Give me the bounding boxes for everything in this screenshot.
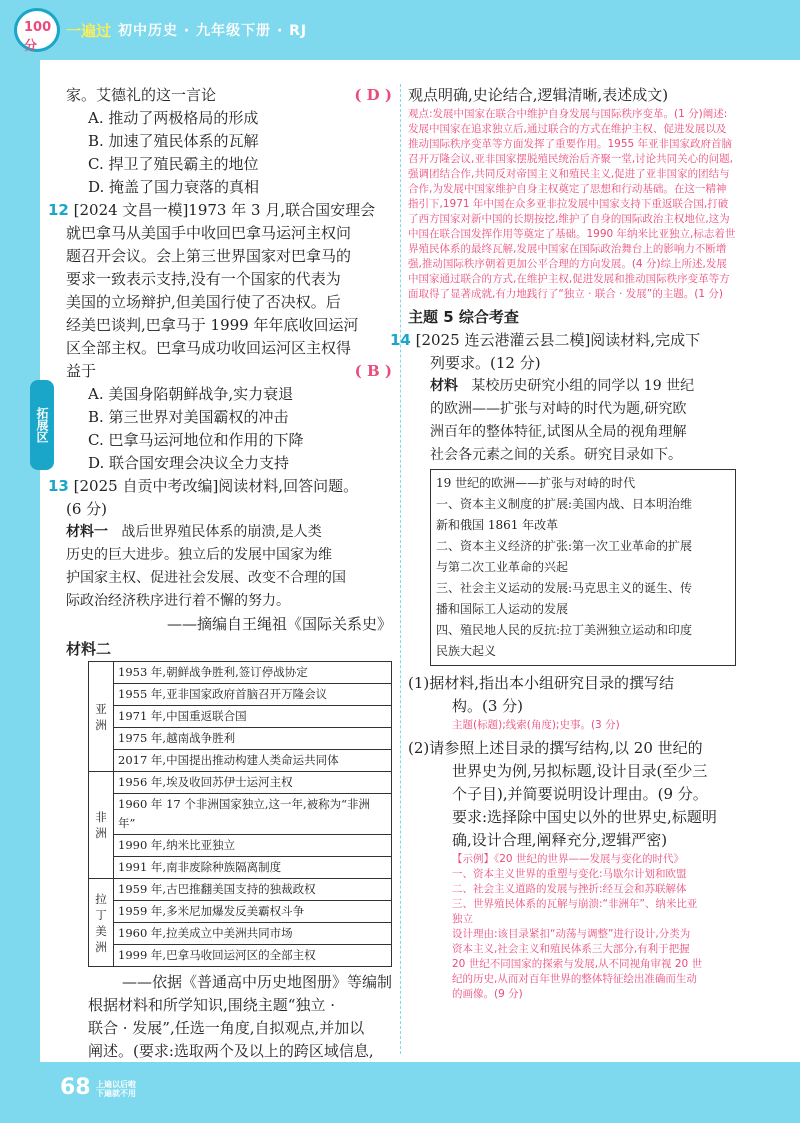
q12-option: D. 联合国安理会决议全力支持 (88, 454, 290, 472)
q12-body (66, 222, 392, 360)
sub-2-answer-line: 【示例】《20 世纪的世界——发展与变化的时代》 (452, 853, 684, 865)
sub-2-answer-line: 纪的历史,从而对百年世界的整体特征绘出准确而生动 (452, 973, 697, 985)
q12-line: 就巴拿马从美国手中收回巴拿马运河主权问 (66, 224, 352, 242)
q12-tail: 益于 ( B ) (66, 360, 392, 383)
directory-line: 播和国际工人运动的发展 (436, 602, 569, 616)
event-cell: 1991 年,南非废除种族隔离制度 (114, 857, 392, 879)
event-cell: 1999 年,巴拿马收回运河区的全部主权 (114, 945, 392, 967)
q14-number: 14 (390, 331, 411, 349)
material-1-line-2: 历史的巨大进步。独立后的发展中国家为维 (66, 547, 332, 563)
material-2-table (88, 661, 392, 967)
brand-name: 一遍过 (66, 22, 112, 40)
sub-2-answer-line: 20 世纪不同国家的探索与发展,从不同视角审视 20 世 (452, 958, 703, 970)
page-number: 68 (60, 1075, 91, 1100)
event-cell: 1956 年,埃及收回苏伊士运河主权 (114, 772, 392, 794)
q14-sub-2-answer (408, 852, 736, 1002)
sub-2-answer-line: 资本主义,社会主义和殖民体系三大部分,有利于把握 (452, 943, 690, 955)
material-1-line-3: 护国家主权、促进社会发展、改变不合理的国 (66, 570, 346, 586)
region-cell: 非洲 (89, 772, 114, 879)
q11-options (66, 107, 392, 199)
event-cell: 1975 年,越南战争胜利 (114, 728, 392, 750)
event-cell: 1959 年,多米尼加爆发反美霸权斗争 (114, 901, 392, 923)
sub-2-answer-line: 二、社会主义道路的发展与挫折:经互会和苏联解体 (452, 883, 687, 895)
q11-tail: 家。艾德礼的这一言论 ( D ) (66, 84, 392, 107)
q14-material-label: 材料 (430, 378, 458, 394)
event-cell: 1955 年,亚非国家政府首脑召开万隆会议 (114, 684, 392, 706)
directory-line: 一、资本主义制度的扩展:美国内战、日本明治维 (436, 497, 693, 511)
q12-option: B. 第三世界对美国霸权的冲击 (88, 408, 289, 426)
event-cell: 1959 年,古巴推翻美国支持的独裁政权 (114, 879, 392, 901)
event-cell: 1960 年 17 个非洲国家独立,这一年,被称为“非洲年” (114, 794, 392, 835)
material-1-line-1: 材料一 战后世界殖民体系的崩溃,是人类 (66, 524, 322, 540)
sub-2-answer-line: 设计理由:该目录紧扣“动荡与调整”进行设计,分类为 (452, 928, 691, 940)
q12-line: 题召开会议。会上第三世界国家对巴拿马的 (66, 247, 352, 265)
material-1-source: ——摘编自王绳祖《国际关系史》 (166, 615, 392, 633)
sub-2-line: 个子目),并简要说明设计理由。(9 分。 (452, 785, 708, 803)
q14-sub-1 (408, 672, 736, 718)
subject-title: 初中历史 · 九年级下册 · RJ (118, 23, 308, 39)
q12-option: A. 美国身陷朝鲜战争,实力衰退 (88, 385, 294, 403)
directory-line: 三、社会主义运动的发展:马克思主义的诞生、传 (436, 581, 693, 595)
q11-option: C. 捍卫了殖民霸主的地位 (88, 155, 259, 173)
q12-line: 区全部主权。巴拿马成功收回运河区主权得 (66, 339, 352, 357)
q14-material-line-3: 洲百年的整体特征,试图从全局的视角理解 (430, 424, 687, 440)
table-row (89, 728, 392, 750)
q13-score: (6 分) (66, 500, 108, 518)
table-row (89, 684, 392, 706)
directory-line: 民族大起义 (436, 644, 497, 658)
sub-2-line: 世界史为例,另拟标题,设计目录(至少三 (452, 762, 708, 780)
q13-requirement-1: 根据材料和所学知识,围绕主题“独立 · (88, 996, 335, 1014)
event-cell: 2017 年,中国提出推动构建人类命运共同体 (114, 750, 392, 772)
table-row (89, 706, 392, 728)
table-row (89, 879, 392, 901)
q11-option: D. 掩盖了国力衰落的真相 (88, 178, 260, 196)
q14-material-line-2: 的欧洲——扩张与对峙的时代为题,研究欧 (430, 401, 687, 417)
event-cell: 1960 年,拉美成立中美洲共同市场 (114, 923, 392, 945)
q12-options (66, 383, 392, 475)
event-cell: 1971 年,中国重返联合国 (114, 706, 392, 728)
q12-line: 经美巴谈判,巴拿马于 1999 年年底收回运河 (66, 316, 359, 334)
q11-answer: ( D ) (354, 86, 392, 104)
research-directory-box (430, 469, 736, 666)
q11-option: B. 加速了殖民体系的瓦解 (88, 132, 259, 150)
sub-2-answer-line: 的画像。(9 分) (452, 988, 523, 1000)
q14-material-line-4: 社会各元素之间的关系。研究目录如下。 (430, 447, 682, 463)
region-cell: 拉丁美洲 (89, 879, 114, 967)
sub-2-answer-line: 三、世界殖民体系的瓦解与崩溃:“非洲年”、纳米比亚 (452, 898, 698, 910)
sub-2-answer-line: 独立 (452, 913, 473, 925)
directory-line: 新和俄国 1861 年改革 (436, 518, 559, 532)
q14-sub-2 (408, 737, 736, 852)
event-cell: 1990 年,纳米比亚独立 (114, 835, 392, 857)
sub-2-answer-line: 一、资本主义世界的重塑与变化:马歇尔计划和欧盟 (452, 868, 687, 880)
q12-option: C. 巴拿马运河地位和作用的下降 (88, 431, 304, 449)
q12-line: 美国的立场辩护,但美国行使了否决权。后 (66, 293, 341, 311)
side-tab: 拓展区 (30, 380, 54, 470)
q13-answer: 观点:发展中国家在联合中维护自身发展与国际秩序变革。(1 分)阐述:发展中国家在追求独立后,通过联合的方式在维护主权、促进发展以及推动国际秩序变革等方面发挥了重要作用。1955 年亚非国家政府首脑召开万隆会议,亚非国家摆脱殖民统治后齐聚一堂,讨论共同关心的问题,强调团结合作,共同反对帝国主义和殖民主义,促进了亚非国家的团结与合作,为发展中国家维护自身主权奠定了思想和行动基础。在这一精神指引下,1971 年中国在众多亚非拉发展中国家支持下重返联合国,打破了西方国家对新中国的长期按挖,维护了自身的国际政治主权地位,这为中国在联合国发挥作用等奠定了基础。1990 年纳米比亚独立,标志着世界殖民体系的最终瓦解,发展中国家在国际政治舞台上的影响力不断增强,推动国际秩序朝着更加公平合理的方向发展。(4 分)综上所述,发展中国家通过联合的方式,在维护主权,促进发展和推动国际秩序变革等方面取得了显著成就,有力地践行了“独立 · 联合 · 发展”的主题。(1 分) (408, 108, 736, 300)
directory-line: 四、殖民地人民的反抗:拉丁美洲独立运动和印度 (436, 623, 693, 637)
left-column (48, 84, 392, 1063)
table-row (89, 772, 392, 794)
sub-2-line: (2)请参照上述目录的撰写结构,以 20 世纪的 (408, 739, 703, 757)
region-cell: 亚洲 (89, 662, 114, 772)
sub-1-line: (1)据材料,指出本小组研究目录的撰写结 (408, 674, 675, 692)
q14-material-line-1: 材料 某校历史研究小组的同学以 19 世纪 (430, 378, 695, 394)
q12-first-line: 12 [2024 文昌一模]1973 年 3 月,联合国安理会 (48, 201, 376, 219)
sub-2-line: 要求:选择除中国史以外的世界史,标题明 (452, 808, 717, 826)
table-row (89, 945, 392, 967)
q12-number: 12 (48, 201, 69, 219)
q14-sub-1-answer: 主题(标题);线索(角度);史事。(3 分) (452, 719, 620, 731)
table-row (89, 794, 392, 835)
brand-logo: 100分 (14, 8, 60, 52)
table-row (89, 662, 392, 684)
event-cell: 1953 年,朝鲜战争胜利,签订停战协定 (114, 662, 392, 684)
directory-line: 19 世纪的欧洲——扩张与对峙的时代 (436, 476, 636, 490)
directory-line: 与第二次工业革命的兴起 (436, 560, 569, 574)
q13-requirement-2: 联合 · 发展”,任选一角度,自拟观点,并加以 (88, 1019, 365, 1037)
table-row (89, 923, 392, 945)
sub-2-line: 确,设计合理,阐释充分,逻辑严密) (452, 831, 668, 849)
table-row (89, 750, 392, 772)
q14-score: 列要求。(12 分) (430, 354, 541, 372)
q13-number: 13 (48, 477, 69, 495)
material-1-label: 材料一 (66, 524, 108, 540)
table-row (89, 901, 392, 923)
table-row (89, 835, 392, 857)
q12-line: 要求一致表示支持,没有一个国家的代表为 (66, 270, 341, 288)
column-divider (400, 84, 401, 1054)
sub-1-line: 构。(3 分) (452, 697, 524, 715)
directory-line: 二、资本主义经济的扩张:第一次工业革命的扩展 (436, 539, 693, 553)
material-2-label: 材料二 (66, 640, 112, 658)
material-2-source: ——依据《普通高中历史地图册》等编制 (121, 973, 392, 991)
material-1-line-4: 际政治经济秩序进行着不懈的努力。 (66, 593, 290, 609)
q14-first-line: 14 [2025 连云港灌云县二模]阅读材料,完成下 (390, 331, 701, 349)
footer-tag: 上遍以后啦 下遍就不用 (96, 1080, 136, 1098)
q13-first-line: 13 [2025 自贡中考改编]阅读材料,回答问题。 (48, 477, 359, 495)
theme-heading: 主题 5 综合考查 (408, 308, 519, 326)
q13-continuation: 观点明确,史论结合,逻辑清晰,表述成文) (408, 86, 669, 104)
q13-requirement-3: 阐述。(要求:选取两个及以上的跨区域信息, (88, 1042, 374, 1060)
q12-answer: ( B ) (354, 362, 392, 380)
table-row (89, 857, 392, 879)
right-column (390, 84, 736, 1002)
q11-option: A. 推动了两极格局的形成 (88, 109, 259, 127)
